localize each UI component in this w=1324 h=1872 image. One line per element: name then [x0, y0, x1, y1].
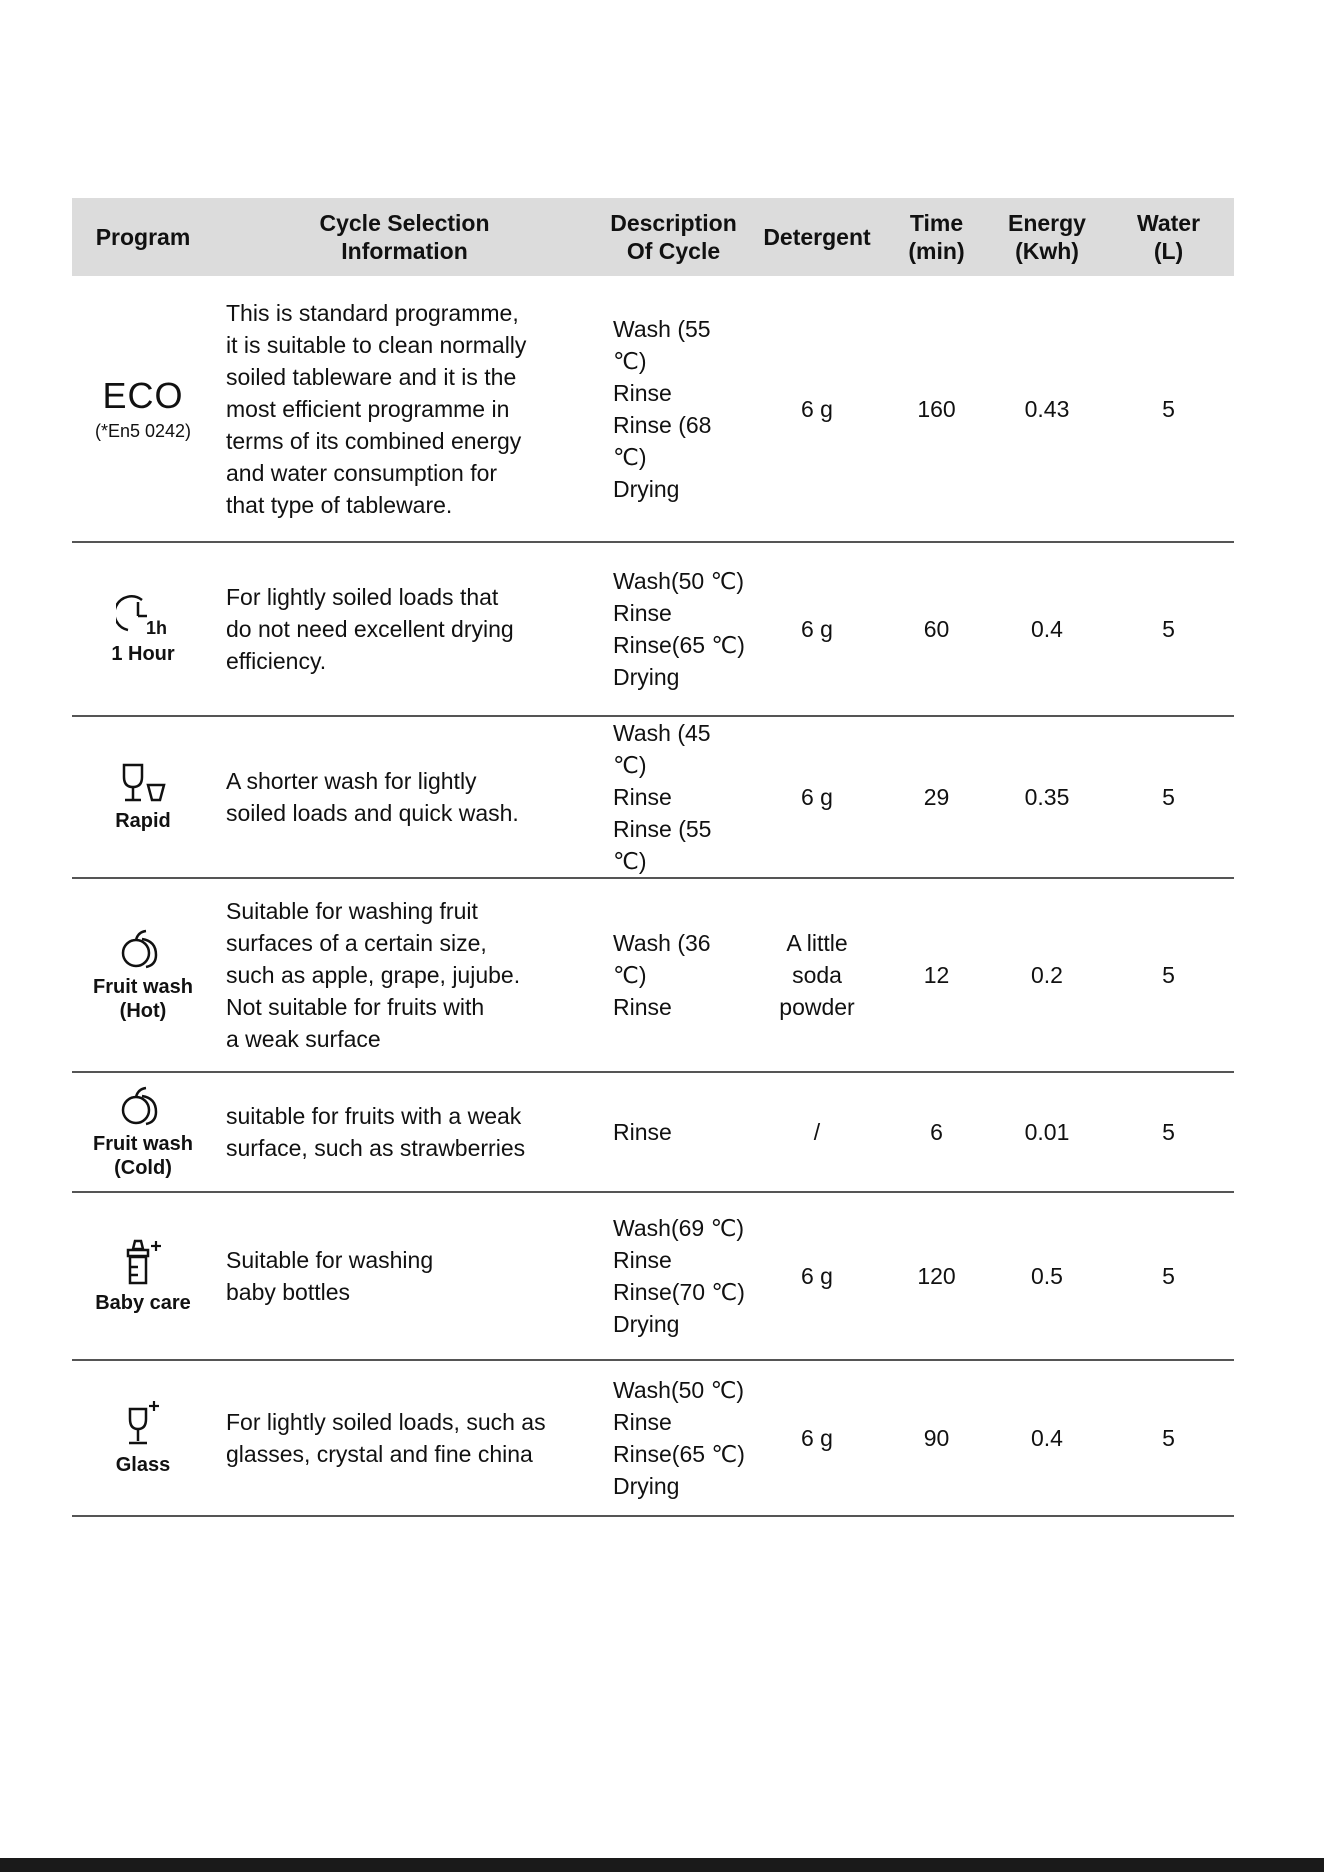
info-line: that type of tableware.: [226, 491, 453, 518]
table-row: [72, 1192, 1234, 1360]
info-line: Suitable for washing: [226, 1247, 434, 1273]
program-cell: [72, 1360, 214, 1516]
info-line: suitable for fruits with a weak: [226, 1103, 522, 1129]
water-cell: 5: [1103, 276, 1234, 542]
detergent-cell: /: [752, 1072, 882, 1192]
header-description: Description Of Cycle: [595, 198, 752, 276]
program-sub-label: (Cold): [114, 1157, 172, 1179]
program-label: Glass: [115, 1454, 171, 1476]
description-line: Drying: [613, 664, 680, 690]
header-time: Time (min): [882, 198, 991, 276]
program-label: 1 Hour: [111, 643, 175, 665]
detergent-cell: 6 g: [752, 276, 882, 542]
program-cell: [72, 276, 214, 542]
info-line: and water consumption for: [226, 459, 498, 486]
description-cell: [595, 1192, 752, 1360]
info-line: glasses, crystal and fine china: [226, 1441, 533, 1467]
program-label: Fruit wash: [92, 976, 193, 998]
description-line: Drying: [613, 1473, 680, 1499]
info-line: Suitable for washing fruit: [226, 898, 478, 924]
info-line: This is standard programme,: [226, 299, 519, 326]
cycle-info-cell: [214, 1072, 595, 1192]
detergent-cell: 6 g: [752, 1192, 882, 1360]
description-cell: [595, 716, 752, 878]
energy-cell: 0.35: [991, 716, 1103, 878]
time-cell: 6: [882, 1072, 991, 1192]
header-water: Water (L): [1103, 198, 1234, 276]
description-line: Drying: [613, 475, 680, 502]
description-cell: [595, 878, 752, 1072]
description-line: Rinse: [613, 784, 672, 810]
info-line: surfaces of a certain size,: [226, 930, 487, 956]
eco-label: ECO: [102, 374, 184, 416]
cycle-info-cell: [214, 1192, 595, 1360]
water-cell: 5: [1103, 542, 1234, 716]
program-sub-label: (Hot): [119, 1000, 167, 1022]
info-line: it is suitable to clean normally: [226, 331, 527, 358]
info-line: baby bottles: [226, 1279, 351, 1305]
time-cell: 12: [882, 878, 991, 1072]
table-row: [72, 276, 1234, 542]
program-label: Baby care: [95, 1292, 191, 1314]
time-cell: 120: [882, 1192, 991, 1360]
energy-cell: 0.4: [991, 1360, 1103, 1516]
description-line: Rinse: [613, 600, 672, 626]
info-line: A shorter wash for lightly: [226, 768, 477, 794]
header-detergent: Detergent: [752, 198, 882, 276]
wine-glass-icon: [116, 1399, 170, 1449]
cycle-info-cell: [214, 878, 595, 1072]
energy-cell: 0.5: [991, 1192, 1103, 1360]
program-label: Rapid: [115, 810, 171, 832]
description-line: Rinse(65 ℃): [613, 632, 745, 658]
info-line: Not suitable for fruits with: [226, 994, 485, 1020]
description-line: Rinse: [613, 1409, 672, 1435]
info-line: do not need excellent drying: [226, 616, 514, 642]
header-program: Program: [72, 198, 214, 276]
water-cell: 5: [1103, 1360, 1234, 1516]
cycle-info-cell: [214, 542, 595, 716]
time-cell: 60: [882, 542, 991, 716]
time-cell: 160: [882, 276, 991, 542]
page-bottom-bar: [0, 1858, 1324, 1872]
table-row: [72, 716, 1234, 878]
description-line: Wash(50 ℃): [613, 568, 745, 594]
time-cell: 29: [882, 716, 991, 878]
description-line: Wash(50 ℃): [613, 1377, 745, 1403]
description-line: Rinse (55 ℃): [613, 816, 712, 874]
program-cell: [72, 716, 214, 878]
energy-cell: 0.4: [991, 542, 1103, 716]
info-line: most efficient programme in: [226, 395, 510, 422]
info-line: terms of its combined energy: [226, 427, 522, 454]
fruit-icon: [116, 1084, 170, 1128]
clock-1h-icon: [116, 592, 170, 638]
program-table: [72, 198, 1234, 1517]
info-line: soiled tableware and it is the: [226, 363, 517, 390]
description-cell: [595, 276, 752, 542]
energy-cell: 0.01: [991, 1072, 1103, 1192]
header-energy: Energy (Kwh): [991, 198, 1103, 276]
description-line: Rinse(65 ℃): [613, 1441, 745, 1467]
detergent-cell: 6 g: [752, 716, 882, 878]
info-line: For lightly soiled loads that: [226, 584, 499, 610]
cycle-info-cell: [214, 716, 595, 878]
description-line: Wash (55 ℃): [613, 315, 711, 374]
program-cell: [72, 1072, 214, 1192]
water-cell: 5: [1103, 1072, 1234, 1192]
glass-cup-icon: [116, 761, 170, 805]
table-row: [72, 1072, 1234, 1192]
header-cycle-info: Cycle Selection Information: [214, 198, 595, 276]
detergent-cell: A little soda powder: [752, 878, 882, 1072]
description-line: Wash (45 ℃): [613, 720, 711, 778]
energy-cell: 0.2: [991, 878, 1103, 1072]
description-line: Rinse(70 ℃): [613, 1279, 745, 1305]
info-line: a weak surface: [226, 1026, 381, 1052]
description-line: Wash (36 ℃): [613, 930, 711, 988]
description-line: Rinse: [613, 994, 672, 1020]
description-line: Rinse: [613, 1247, 672, 1273]
program-cell: [72, 1192, 214, 1360]
fruit-icon: [116, 927, 170, 971]
program-cell: [72, 542, 214, 716]
detergent-cell: 6 g: [752, 1360, 882, 1516]
program-cell: [72, 878, 214, 1072]
description-cell: [595, 1360, 752, 1516]
cycle-info-cell: [214, 276, 595, 542]
energy-cell: 0.43: [991, 276, 1103, 542]
eco-sub-label: (*En5 0242): [94, 420, 192, 441]
detergent-cell: 6 g: [752, 542, 882, 716]
water-cell: 5: [1103, 878, 1234, 1072]
table-row: [72, 878, 1234, 1072]
baby-bottle-icon: [116, 1237, 170, 1287]
cycle-info-cell: [214, 1360, 595, 1516]
program-label: Fruit wash: [92, 1133, 193, 1155]
description-line: Rinse: [613, 1119, 672, 1145]
time-cell: 90: [882, 1360, 991, 1516]
water-cell: 5: [1103, 1192, 1234, 1360]
water-cell: 5: [1103, 716, 1234, 878]
info-line: For lightly soiled loads, such as: [226, 1409, 546, 1435]
info-line: such as apple, grape, jujube.: [226, 962, 521, 988]
description-line: Wash(69 ℃): [613, 1215, 745, 1241]
description-line: Drying: [613, 1311, 680, 1337]
table-row: [72, 542, 1234, 716]
description-line: Rinse: [613, 379, 672, 406]
description-line: Rinse (68 ℃): [613, 411, 712, 470]
svg-text:1h: 1h: [146, 618, 168, 638]
description-cell: [595, 1072, 752, 1192]
info-line: soiled loads and quick wash.: [226, 800, 519, 826]
description-cell: [595, 542, 752, 716]
table-row: [72, 1360, 1234, 1516]
header-row: [72, 198, 1234, 276]
info-line: efficiency.: [226, 648, 327, 674]
info-line: surface, such as strawberries: [226, 1135, 526, 1161]
